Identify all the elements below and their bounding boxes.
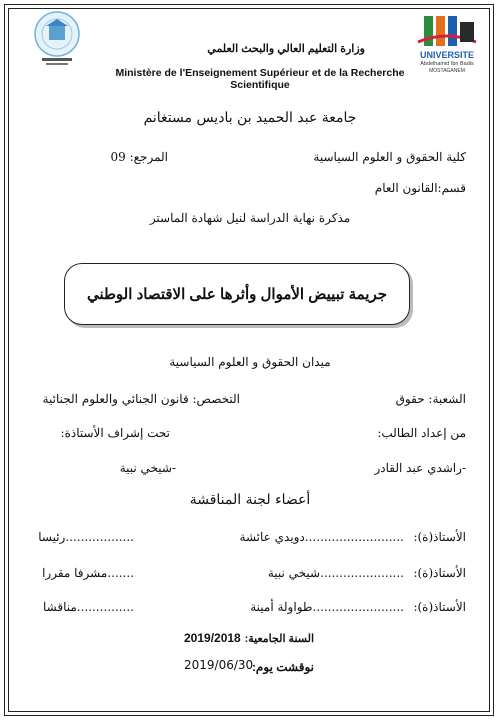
branch: الشعبة: حقوق [395,392,466,406]
field-name: ميدان الحقوق و العلوم السياسية [169,355,331,369]
student-name: -راشدي عبد القادر [374,461,466,475]
faculty-logo-graphic [22,8,92,70]
committee-member-name: ..........................دويدي عائشة [239,530,404,544]
defense-date-label: نوقشت يوم: [251,660,314,674]
university-logo [410,12,484,74]
academic-year-label: السنة الجامعية: [244,633,314,645]
university-logo-city: MOSTAGANEM [429,68,465,74]
reference-number: المرجع: 09 [110,150,168,164]
university-logo-subtext: Abdelhamid Ibn Badis [420,61,474,67]
university-logo-text: UNIVERSITE [419,50,474,60]
committee-member-label: الأستاذ(ة): [413,566,466,580]
academic-year: 2019/2018 [184,631,241,645]
faculty-logo [22,8,92,70]
department-name: قسم:القانون العام [374,181,466,195]
committee-member-role: ...............مناقشا [42,600,134,614]
university-logo-graphic [410,12,484,52]
supervised-by-label: تحت إشراف الأستاذة: [60,426,170,440]
ministry-arabic: وزارة التعليم العالي والبحث العلمي [207,43,365,55]
committee-member-label: الأستاذ(ة): [413,530,466,544]
committee-title: أعضاء لجنة المناقشة [189,492,311,508]
prepared-by-label: من إعداد الطالب: [377,426,466,440]
thesis-type: مذكرة نهاية الدراسة لنيل شهادة الماستر [149,211,351,225]
committee-member-role: ..................رئيسا [38,530,134,544]
supervisor-name: -شيخي نبية [119,461,176,475]
specialty: التخصص: قانون الجنائي والعلوم الجنائية [42,392,240,406]
committee-member-name: ........................طواولة أمينة [250,600,404,614]
faculty-name: كلية الحقوق و العلوم السياسية [313,150,466,164]
committee-member-label: الأستاذ(ة): [413,600,466,614]
university-name: جامعة عبد الحميد بن باديس مستغانم [143,110,357,126]
committee-member-role: .......مشرفا مقررا [42,566,134,580]
thesis-title: جريمة تبييض الأموال وأثرها على الاقتصاد الوطني [86,286,388,303]
thesis-title-box [64,263,410,325]
defense-date: 2019/06/30 [184,658,254,672]
committee-member-name: ......................شيخي نبية [267,566,404,580]
ministry-french: Ministère de l'Enseignement Supérieur et de la Recherche Scientifique [115,67,405,91]
